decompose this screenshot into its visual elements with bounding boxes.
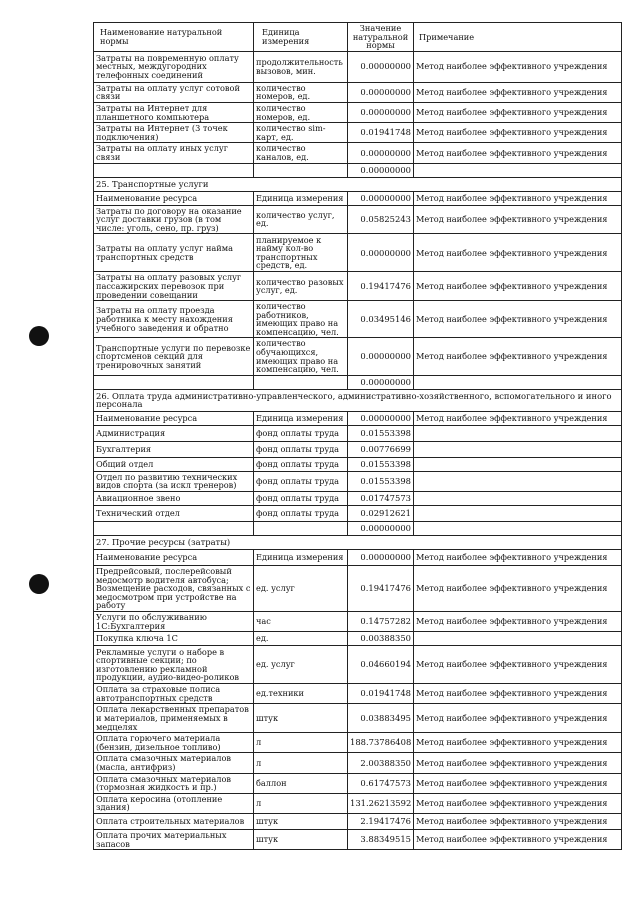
note-cell: Метод наиболее эффективного учреждения	[414, 612, 622, 632]
norm-value-cell: 0.00000000	[348, 102, 414, 122]
table-row	[94, 123, 622, 143]
table-row	[94, 492, 622, 506]
section-title: 25. Транспортные услуги	[94, 177, 622, 191]
unit-cell: Единица измерения	[254, 191, 348, 205]
norm-value-cell: 3.88349515	[348, 829, 414, 849]
unit-cell: Единица измерения	[254, 550, 348, 566]
section-title: 26. Оплата труда административно-управленческого, административно-хозяйственного, вспомогательного и иного персонала	[94, 389, 622, 411]
norm-value-cell: 0.00000000	[348, 82, 414, 102]
note-cell	[414, 492, 622, 506]
resource-name-cell: Общий отдел	[94, 457, 254, 471]
resource-name-cell: Оплата за страховые полиса автотранспортных средств	[94, 684, 254, 704]
norm-value-cell: 0.00000000	[348, 338, 414, 375]
table-row	[94, 813, 622, 829]
norm-value-cell: 0.01941748	[348, 684, 414, 704]
unit-cell: фонд оплаты труда	[254, 441, 348, 457]
resource-name-cell: Транспортные услуги по перевозке спортсменов секций для тренировочных занятий	[94, 338, 254, 375]
norm-value-cell: 0.00388350	[348, 632, 414, 646]
total-row	[94, 163, 622, 177]
note-cell: Метод наиболее эффективного учреждения	[414, 813, 622, 829]
note-cell: Метод наиболее эффективного учреждения	[414, 191, 622, 205]
note-cell	[414, 425, 622, 441]
table-row	[94, 733, 622, 753]
note-cell: Метод наиболее эффективного учреждения	[414, 301, 622, 338]
total-note-cell	[414, 375, 622, 389]
unit-cell: количество каналов, ед.	[254, 143, 348, 163]
resource-name-cell: Услуги по обслуживанию 1С:Бухгалтерия	[94, 612, 254, 632]
norms-table	[93, 22, 622, 850]
norm-value-cell: 0.04660194	[348, 646, 414, 684]
note-cell: Метод наиболее эффективного учреждения	[414, 102, 622, 122]
norm-value-cell: 0.19417476	[348, 272, 414, 301]
norm-value-cell: 0.01747573	[348, 492, 414, 506]
unit-cell: количество номеров, ед.	[254, 102, 348, 122]
unit-cell: штук	[254, 813, 348, 829]
resource-name-cell: Затраты на оплату услуг сотовой связи	[94, 82, 254, 102]
unit-cell: количество услуг, ед.	[254, 205, 348, 234]
table-row	[94, 829, 622, 849]
resource-name-cell: Затраты на оплату иных услуг связи	[94, 143, 254, 163]
norm-value-cell: 188.73786408	[348, 733, 414, 753]
norm-value-cell: 0.01553398	[348, 471, 414, 491]
unit-cell: фонд оплаты труда	[254, 492, 348, 506]
section-row	[94, 536, 622, 550]
resource-name-cell: Оплата лекарственных препаратов и материалов, применяемых в медцелях	[94, 704, 254, 733]
norm-value-cell: 0.00000000	[348, 191, 414, 205]
note-cell: Метод наиболее эффективного учреждения	[414, 684, 622, 704]
resource-name-cell: Технический отдел	[94, 506, 254, 522]
resource-name-cell: Затраты по договору на оказание услуг доставки грузов (в том числе: уголь, сено, пр. груз)	[94, 205, 254, 234]
table-row	[94, 143, 622, 163]
unit-cell: час	[254, 612, 348, 632]
unit-cell: количество номеров, ед.	[254, 82, 348, 102]
table-row	[94, 704, 622, 733]
note-cell: Метод наиболее эффективного учреждения	[414, 733, 622, 753]
unit-cell: штук	[254, 829, 348, 849]
resource-name-cell: Оплата строительных материалов	[94, 813, 254, 829]
punch-hole-top	[29, 326, 49, 346]
norm-value-cell: 0.00000000	[348, 143, 414, 163]
norm-value-cell: 2.19417476	[348, 813, 414, 829]
resource-name-cell: Оплата горючего материала (бензин, дизельное топливо)	[94, 733, 254, 753]
resource-name-cell: Авиационное звено	[94, 492, 254, 506]
table-row	[94, 471, 622, 491]
note-cell: Метод наиболее эффективного учреждения	[414, 793, 622, 813]
resource-name-cell: Оплата смазочных материалов (тормозная жидкость и пр.)	[94, 773, 254, 793]
resource-name-cell: Рекламные услуги о наборе в спортивные секции; по изготовлению рекламной продукции, аудио-видео-роликов	[94, 646, 254, 684]
resource-name-cell: Затраты на Интернет для планшетного компьютера	[94, 102, 254, 122]
total-value-cell: 0.00000000	[348, 522, 414, 536]
unit-cell: продолжительность вызовов, мин.	[254, 51, 348, 82]
unit-cell: количество sim-карт, ед.	[254, 123, 348, 143]
table-row	[94, 684, 622, 704]
norm-value-cell: 0.01553398	[348, 457, 414, 471]
table-row	[94, 457, 622, 471]
unit-cell: планируемое к найму кол-во транспортных средств, ед.	[254, 234, 348, 272]
resource-name-cell: Администрация	[94, 425, 254, 441]
norm-value-cell: 0.03883495	[348, 704, 414, 733]
note-cell: Метод наиболее эффективного учреждения	[414, 272, 622, 301]
note-cell: Метод наиболее эффективного учреждения	[414, 82, 622, 102]
norm-value-cell: 0.03495146	[348, 301, 414, 338]
table-row	[94, 51, 622, 82]
unit-cell: ед. услуг	[254, 566, 348, 612]
resource-name-cell: Оплата керосина (отопление здания)	[94, 793, 254, 813]
norm-value-cell: 0.00000000	[348, 51, 414, 82]
note-cell: Метод наиболее эффективного учреждения	[414, 205, 622, 234]
section-row	[94, 177, 622, 191]
note-cell: Метод наиболее эффективного учреждения	[414, 234, 622, 272]
table-row	[94, 82, 622, 102]
total-value-cell: 0.00000000	[348, 163, 414, 177]
total-row	[94, 522, 622, 536]
norm-value-cell: 0.19417476	[348, 566, 414, 612]
note-cell	[414, 632, 622, 646]
norm-value-cell: 0.00000000	[348, 234, 414, 272]
table-row	[94, 753, 622, 773]
note-cell: Метод наиболее эффективного учреждения	[414, 550, 622, 566]
norm-value-cell: 0.14757282	[348, 612, 414, 632]
norm-value-cell: 0.61747573	[348, 773, 414, 793]
note-cell: Метод наиболее эффективного учреждения	[414, 704, 622, 733]
norm-value-cell: 131.26213592	[348, 793, 414, 813]
table-row	[94, 338, 622, 375]
note-cell: Метод наиболее эффективного учреждения	[414, 143, 622, 163]
table-row	[94, 550, 622, 566]
table-row	[94, 441, 622, 457]
unit-cell: количество обучающихся, имеющих право на компенсацию, чел.	[254, 338, 348, 375]
table-row	[94, 632, 622, 646]
table-row	[94, 425, 622, 441]
unit-cell: ед.	[254, 632, 348, 646]
table-row	[94, 793, 622, 813]
note-cell: Метод наиболее эффективного учреждения	[414, 123, 622, 143]
table-body	[94, 51, 622, 849]
resource-name-cell: Бухгалтерия	[94, 441, 254, 457]
note-cell: Метод наиболее эффективного учреждения	[414, 646, 622, 684]
total-note-cell	[414, 163, 622, 177]
resource-name-cell: Наименование ресурса	[94, 550, 254, 566]
resource-name-cell: Оплата прочих материальных запасов	[94, 829, 254, 849]
total-unit-cell	[254, 163, 348, 177]
section-row	[94, 389, 622, 411]
note-cell: Метод наиболее эффективного учреждения	[414, 566, 622, 612]
table-row	[94, 612, 622, 632]
resource-name-cell: Затраты на повременную оплату местных, междугородних телефонных соединений	[94, 51, 254, 82]
resource-name-cell: Оплата смазочных материалов (масла, антифриз)	[94, 753, 254, 773]
norm-value-cell: 0.00000000	[348, 411, 414, 425]
resource-name-cell: Затраты на оплату услуг найма транспортных средств	[94, 234, 254, 272]
unit-cell: ед.техники	[254, 684, 348, 704]
resource-name-cell: Отдел по развитию технических видов спорта (за искл тренеров)	[94, 471, 254, 491]
norm-value-cell: 0.01941748	[348, 123, 414, 143]
resource-name-cell: Предрейсовый, послерейсовый медосмотр водителя автобуса; Возмещение расходов, связанных с медосмотром при устройстве на работу	[94, 566, 254, 612]
norm-value-cell: 0.05825243	[348, 205, 414, 234]
unit-cell: л	[254, 733, 348, 753]
header-note: Примечание	[414, 23, 622, 52]
unit-cell: баллон	[254, 773, 348, 793]
resource-name-cell: Затраты на Интернет (3 точек подключения)	[94, 123, 254, 143]
header-name: Наименование натуральной нормы	[94, 23, 254, 52]
table-row	[94, 205, 622, 234]
note-cell: Метод наиболее эффективного учреждения	[414, 338, 622, 375]
note-cell	[414, 506, 622, 522]
unit-cell: фонд оплаты труда	[254, 425, 348, 441]
table-row	[94, 234, 622, 272]
note-cell	[414, 457, 622, 471]
norm-value-cell: 0.00000000	[348, 550, 414, 566]
total-unit-cell	[254, 375, 348, 389]
unit-cell: фонд оплаты труда	[254, 457, 348, 471]
note-cell: Метод наиболее эффективного учреждения	[414, 829, 622, 849]
unit-cell: Единица измерения	[254, 411, 348, 425]
unit-cell: ед. услуг	[254, 646, 348, 684]
header-unit: Единица измерения	[254, 23, 348, 52]
note-cell: Метод наиболее эффективного учреждения	[414, 411, 622, 425]
note-cell	[414, 471, 622, 491]
note-cell: Метод наиболее эффективного учреждения	[414, 753, 622, 773]
punch-hole-bottom	[29, 574, 49, 594]
unit-cell: фонд оплаты труда	[254, 471, 348, 491]
table-row	[94, 272, 622, 301]
resource-name-cell: Покупка ключа 1С	[94, 632, 254, 646]
total-name-cell	[94, 375, 254, 389]
unit-cell: штук	[254, 704, 348, 733]
table-row	[94, 773, 622, 793]
unit-cell: количество работников, имеющих право на компенсацию, чел.	[254, 301, 348, 338]
table-header-row	[94, 23, 622, 52]
resource-name-cell: Затраты на оплату проезда работника к месту нахождения учебного заведения и обратно	[94, 301, 254, 338]
table-row	[94, 191, 622, 205]
total-row	[94, 375, 622, 389]
section-title: 27. Прочие ресурсы (затраты)	[94, 536, 622, 550]
norm-value-cell: 0.02912621	[348, 506, 414, 522]
table-row	[94, 646, 622, 684]
table-row	[94, 411, 622, 425]
norm-value-cell: 2.00388350	[348, 753, 414, 773]
resource-name-cell: Наименование ресурса	[94, 411, 254, 425]
resource-name-cell: Затраты на оплату разовых услуг пассажирских перевозок при проведении совещании	[94, 272, 254, 301]
unit-cell: фонд оплаты труда	[254, 506, 348, 522]
table-row	[94, 301, 622, 338]
norm-value-cell: 0.00776699	[348, 441, 414, 457]
unit-cell: л	[254, 753, 348, 773]
total-name-cell	[94, 522, 254, 536]
note-cell: Метод наиболее эффективного учреждения	[414, 51, 622, 82]
total-name-cell	[94, 163, 254, 177]
unit-cell: л	[254, 793, 348, 813]
header-value: Значение натуральной нормы	[348, 23, 414, 52]
total-note-cell	[414, 522, 622, 536]
note-cell: Метод наиболее эффективного учреждения	[414, 773, 622, 793]
norm-value-cell: 0.01553398	[348, 425, 414, 441]
table-row	[94, 506, 622, 522]
table-row	[94, 102, 622, 122]
total-value-cell: 0.00000000	[348, 375, 414, 389]
unit-cell: количество разовых услуг, ед.	[254, 272, 348, 301]
note-cell	[414, 441, 622, 457]
resource-name-cell: Наименование ресурса	[94, 191, 254, 205]
total-unit-cell	[254, 522, 348, 536]
table-row	[94, 566, 622, 612]
